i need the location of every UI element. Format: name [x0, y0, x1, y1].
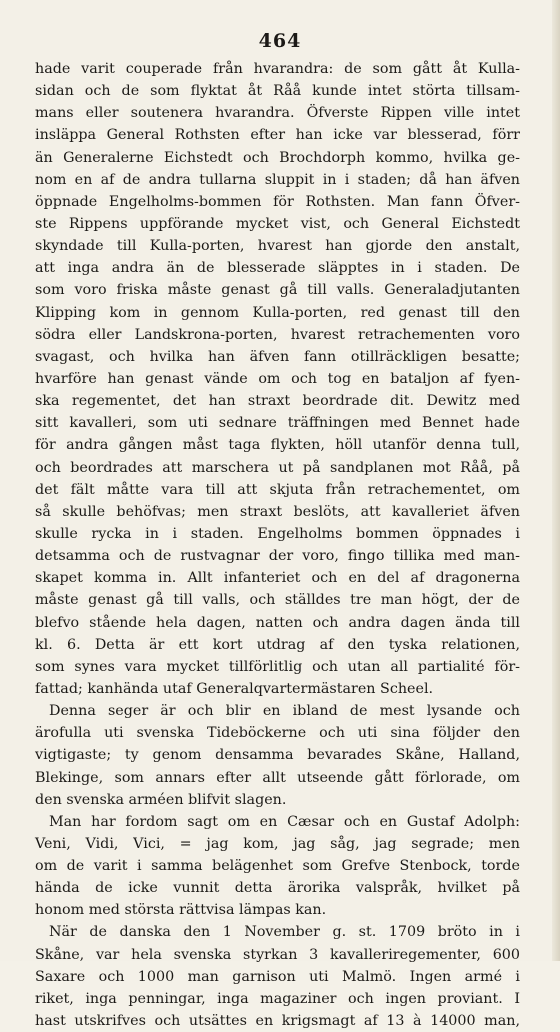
text-line: att inga andra än de blesserade släpptes in i staden. De: [35, 260, 520, 277]
text-line: hända de icke vunnit detta ärorika valspråk, hvilket på: [35, 880, 520, 897]
text-line: När de danska den 1 November g. st. 1709 bröto in i: [49, 924, 520, 941]
text-line: så skulle behöfvas; men straxt beslöts, att kavalleriet äfven: [35, 503, 520, 520]
text-line: som voro friska måste genast gå till valls. Generaladjutanten: [35, 282, 520, 299]
text-line: insläppa General Rothsten efter han icke var blesserad, förr: [35, 127, 520, 144]
text-line: den svenska arméen blifvit slagen.: [35, 791, 287, 808]
page-number: 464: [258, 30, 302, 52]
text-line: kl. 6. Detta är ett kort utdrag af den tyska relationen,: [35, 636, 520, 653]
text-line: Saxare och 1000 man garnison uti Malmö. Ingen armé i: [35, 968, 520, 985]
text-line: skapet komma in. Allt infanteriet och en del af dragonerna: [35, 570, 520, 587]
text-line: om de varit i samma belägenhet som Grefve Stenbock, torde: [35, 858, 520, 875]
text-line: ärofulla uti svenska Tideböckerne och uti sina följder den: [35, 725, 520, 742]
text-line: hade varit couperade från hvarandra: de som gått åt Kulla-: [35, 61, 520, 77]
text-line: Man har fordom sagt om en Cæsar och en Gustaf Adolph:: [49, 813, 520, 830]
text-line: öppnade Engelholms-bommen för Rothsten. Man fann Öfver-: [35, 193, 520, 210]
page-edge: [552, 0, 560, 961]
text-line: vigtigaste; ty genom densamma bevarades Skåne, Halland,: [35, 747, 520, 764]
body-text: [35, 58, 520, 1032]
text-line: det fält måtte vara till att skjuta från retrachementet, om: [35, 481, 520, 498]
text-line: sidan och de som flyktat åt Råå kunde intet störta tillsam-: [35, 83, 520, 100]
text-line: hvarföre han genast vände om och tog en bataljon af fyen-: [35, 370, 520, 387]
text-line: ska regementet, det han straxt beordrade dit. Dewitz med: [35, 393, 520, 410]
text-line: hast utskrifves och utsättes en krigsmagt af 13 à 14000 man,: [35, 1013, 520, 1030]
text-line: Skåne, var hela svenska styrkan 3 kavalleriregementer, 600: [35, 946, 520, 963]
text-line: detsamma och de rustvagnar der voro, fingo tillika med man-: [35, 548, 520, 565]
text-line: som synes vara mycket tillförlitlig och utan all partialité för-: [35, 658, 520, 675]
text-line: Veni, Vidi, Vici, = jag kom, jag såg, jag segrade; men: [35, 835, 520, 852]
text-line: Denna seger är och blir en ibland de mest lysande och: [49, 703, 520, 720]
text-line: skyndade till Kulla-porten, hvarest han gjorde den anstalt,: [35, 238, 520, 255]
text-line: Klipping kom in gennom Kulla-porten, red genast till den: [35, 304, 520, 321]
text-line: Blekinge, som annars efter allt utseende gått förlorade, om: [35, 769, 520, 786]
text-line: nom en af de andra tullarna sluppit in i staden; då han äfven: [35, 171, 520, 188]
text-line: måste genast gå till valls, och ställdes tre man högt, der de: [35, 592, 520, 609]
text-line: blefvo stående hela dagen, natten och andra dagen ända till: [35, 614, 520, 631]
text-line: fattad; kanhända utaf Generalqvartermästaren Scheel.: [35, 680, 434, 697]
text-line: honom med största rättvisa lämpas kan.: [35, 902, 327, 919]
text-line: och beordrades att marschera ut på sandplanen mot Råå, på: [35, 459, 520, 476]
text-line: för andra gången måst taga flykten, höll utanför denna tull,: [35, 437, 520, 454]
text-line: södra eller Landskrona-porten, hvarest retrachementen voro: [35, 326, 520, 343]
text-line: skulle rycka in i staden. Engelholms bommen öppnades i: [35, 525, 520, 542]
text-line: mans eller soutenera hvarandra. Öfverste Rippen ville intet: [35, 105, 520, 122]
text-line: ste Rippens uppförande mycket vist, och General Eichstedt: [35, 215, 520, 232]
text-line: än Generalerne Eichstedt och Brochdorph kommo, hvilka ge-: [35, 149, 520, 166]
text-line: svagast, och hvilka han äfven fann otillräckligen besatte;: [35, 348, 520, 365]
text-line: riket, inga penningar, inga magaziner och ingen proviant. I: [35, 990, 520, 1007]
text-line: sitt kavalleri, som uti sednare träffningen med Bennet hade: [35, 415, 520, 432]
